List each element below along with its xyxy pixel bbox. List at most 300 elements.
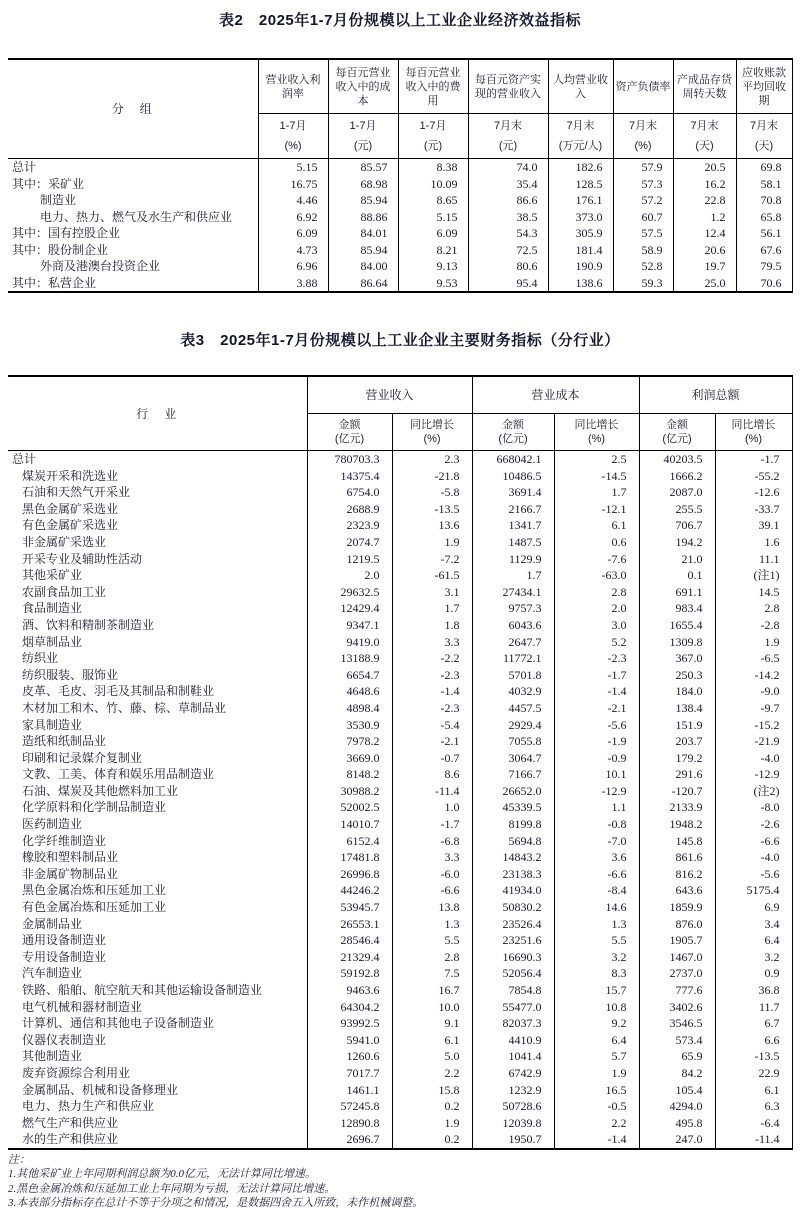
cell-value: -12.6	[715, 484, 792, 501]
cell-value: 3.6	[554, 849, 639, 866]
cell-value: 72.5	[468, 242, 548, 259]
table-row	[8, 799, 792, 816]
cell-value: 2647.7	[472, 634, 554, 651]
cell-value: 88.86	[328, 209, 398, 226]
cell-value: 70.8	[736, 192, 792, 209]
cell-value: 7055.8	[472, 733, 554, 750]
table3-title: 表3 2025年1-7月份规模以上工业企业主要财务指标（分行业）	[180, 332, 620, 349]
cell-value: 0.2	[392, 1098, 472, 1115]
cell-value: 2.2	[554, 1115, 639, 1132]
cell-value: 50830.2	[472, 899, 554, 916]
cell-value: -8.0	[715, 799, 792, 816]
cell-value: 6.7	[715, 1015, 792, 1032]
column-period-unit: 7月末 (元)	[468, 114, 548, 159]
table-row	[8, 833, 792, 850]
cell-value: -2.3	[392, 667, 472, 684]
row-label: 燃气生产和供应业	[22, 1115, 119, 1130]
cell-value: -2.3	[392, 700, 472, 717]
table-row	[8, 899, 792, 916]
cell-value: 8.65	[398, 192, 468, 209]
table3	[8, 375, 793, 1150]
cell-value: 1487.5	[472, 534, 554, 551]
cell-value: 6.4	[554, 1032, 639, 1049]
cell-value: -2.6	[715, 816, 792, 833]
note-item: 2.黑色金属冶炼和压延加工业上年同期为亏损，无法计算同比增速。	[8, 1182, 336, 1195]
cell-value: 59192.8	[307, 965, 392, 982]
cell-value: 85.57	[328, 159, 398, 176]
cell-value: 4898.4	[307, 700, 392, 717]
table-row	[8, 634, 792, 651]
table-row	[8, 159, 792, 176]
cell-value: 22.8	[673, 192, 736, 209]
column-group-revenue: 营业收入	[307, 376, 472, 414]
row-label: 电力、热力生产和供应业	[22, 1099, 155, 1114]
cell-value: -6.6	[392, 882, 472, 899]
cell-value: 1041.4	[472, 1048, 554, 1065]
row-label: 外商及港澳台投资企业	[40, 259, 161, 273]
cell-value: 23526.4	[472, 916, 554, 933]
row-label: 其中：国有控股企业	[12, 226, 121, 240]
cell-value: 1341.7	[472, 517, 554, 534]
cell-value: -6.6	[715, 833, 792, 850]
row-label: 医药制造业	[22, 817, 83, 832]
cell-value: 52056.4	[472, 965, 554, 982]
cell-value: -11.4	[392, 783, 472, 800]
table-row	[8, 667, 792, 684]
cell-value: -2.3	[554, 650, 639, 667]
cell-value: -6.4	[715, 1115, 792, 1132]
cell-value: 5.0	[392, 1048, 472, 1065]
cell-value: 6.1	[392, 1032, 472, 1049]
cell-value: 16.75	[258, 176, 328, 193]
cell-value: 29632.5	[307, 584, 392, 601]
cell-value: 57245.8	[307, 1098, 392, 1115]
cell-value: 2.5	[554, 451, 639, 468]
cell-value: 6.96	[258, 258, 328, 275]
cell-value: -21.8	[392, 468, 472, 485]
cell-value: -9.0	[715, 683, 792, 700]
cell-value: 64304.2	[307, 999, 392, 1016]
cell-value: 4032.9	[472, 683, 554, 700]
cell-value: 4457.5	[472, 700, 554, 717]
cell-value: 35.4	[468, 176, 548, 193]
cell-value: 14375.4	[307, 468, 392, 485]
cell-value: 1219.5	[307, 551, 392, 568]
cell-value: -11.4	[715, 1131, 792, 1149]
cell-value: 6.4	[715, 932, 792, 949]
table-row	[8, 717, 792, 734]
note-item: 3.本表部分指标存在总计不等于分项之和情况，是数据四舍五入所致，未作机械调整。	[8, 1197, 424, 1210]
cell-value: 1.3	[554, 916, 639, 933]
cell-value: 5.5	[554, 932, 639, 949]
column-group-cost: 营业成本	[472, 376, 639, 414]
column-growth: 同比增长 (%)	[392, 414, 472, 451]
table-row	[8, 816, 792, 833]
cell-value: 69.8	[736, 159, 792, 176]
cell-value: 8.6	[392, 766, 472, 783]
cell-value: 16.2	[673, 176, 736, 193]
cell-value: 495.8	[639, 1115, 715, 1132]
cell-value: 1.7	[472, 567, 554, 584]
cell-value: -7.2	[392, 551, 472, 568]
cell-value: 70.6	[736, 275, 792, 293]
cell-value: 7017.7	[307, 1065, 392, 1082]
cell-value: 84.00	[328, 258, 398, 275]
cell-value: 59.3	[613, 275, 673, 293]
cell-value: 20.6	[673, 242, 736, 259]
cell-value: 79.5	[736, 258, 792, 275]
cell-value: 706.7	[639, 517, 715, 534]
cell-value: 67.6	[736, 242, 792, 259]
cell-value: -7.0	[554, 833, 639, 850]
cell-value: -1.7	[554, 667, 639, 684]
cell-value: 26996.8	[307, 866, 392, 883]
cell-value: 4648.6	[307, 683, 392, 700]
cell-value: 10.8	[554, 999, 639, 1016]
table-row	[8, 258, 792, 275]
cell-value: -4.0	[715, 750, 792, 767]
cell-value: -13.5	[715, 1048, 792, 1065]
row-label: 食品制造业	[22, 601, 83, 616]
cell-value: 643.6	[639, 882, 715, 899]
table-row	[8, 517, 792, 534]
cell-value: 14.5	[715, 584, 792, 601]
cell-value: 3.2	[715, 949, 792, 966]
cell-value: 53945.7	[307, 899, 392, 916]
row-label: 煤炭开采和洗选业	[22, 468, 119, 483]
cell-value: 2688.9	[307, 501, 392, 518]
cell-value: 25.0	[673, 275, 736, 293]
cell-value: 9.1	[392, 1015, 472, 1032]
table-row	[8, 650, 792, 667]
cell-value: -5.6	[715, 866, 792, 883]
cell-value: 0.6	[554, 534, 639, 551]
cell-value: -9.7	[715, 700, 792, 717]
cell-value: -6.0	[392, 866, 472, 883]
cell-value: 373.0	[548, 209, 613, 226]
cell-value: 179.2	[639, 750, 715, 767]
cell-value: 983.4	[639, 600, 715, 617]
cell-value: 2133.9	[639, 799, 715, 816]
table-row	[8, 192, 792, 209]
cell-value: 145.8	[639, 833, 715, 850]
row-label: 计算机、通信和其他电子设备制造业	[22, 1016, 215, 1031]
cell-value: 9.2	[554, 1015, 639, 1032]
cell-value: 65.8	[736, 209, 792, 226]
cell-value: 691.1	[639, 584, 715, 601]
cell-value: -2.2	[392, 650, 472, 667]
cell-value: -55.2	[715, 468, 792, 485]
table-row	[8, 849, 792, 866]
cell-value: 6.09	[398, 225, 468, 242]
table2-header-names	[8, 59, 792, 114]
cell-value: 12039.8	[472, 1115, 554, 1132]
cell-value: 573.4	[639, 1032, 715, 1049]
cell-value: -5.4	[392, 717, 472, 734]
cell-value: 1.7	[392, 600, 472, 617]
cell-value: -1.4	[392, 683, 472, 700]
cell-value: 85.94	[328, 242, 398, 259]
row-label: 木材加工和木、竹、藤、棕、草制品业	[22, 700, 227, 715]
cell-value: -6.5	[715, 650, 792, 667]
cell-value: 1.7	[554, 484, 639, 501]
table-row	[8, 1115, 792, 1132]
table-row	[8, 1048, 792, 1065]
cell-value: 10.0	[392, 999, 472, 1016]
cell-value: 138.4	[639, 700, 715, 717]
column-header: 人均营业收入	[548, 59, 613, 114]
cell-value: 2.3	[392, 451, 472, 468]
table-row	[8, 209, 792, 226]
row-label: 石油和天然气开采业	[22, 485, 131, 500]
cell-value: 58.9	[613, 242, 673, 259]
cell-value: 4410.9	[472, 1032, 554, 1049]
row-label: 纺织业	[22, 651, 59, 666]
cell-value: 80.6	[468, 258, 548, 275]
cell-value: 1309.8	[639, 634, 715, 651]
cell-value: 1.9	[392, 1115, 472, 1132]
column-header: 营业收入利润率	[258, 59, 328, 114]
row-label: 黑色金属冶炼和压延加工业	[22, 883, 167, 898]
row-label: 皮革、毛皮、羽毛及其制品和制鞋业	[22, 684, 215, 699]
column-period-unit: 1-7月 (元)	[398, 114, 468, 159]
table-row	[8, 733, 792, 750]
cell-value: 5941.0	[307, 1032, 392, 1049]
table-row	[8, 882, 792, 899]
column-period-unit: 7月末 (天)	[673, 114, 736, 159]
cell-value: 57.9	[613, 159, 673, 176]
cell-value: -2.1	[392, 733, 472, 750]
cell-value: 6742.9	[472, 1065, 554, 1082]
cell-value: 8199.8	[472, 816, 554, 833]
cell-value: 22.9	[715, 1065, 792, 1082]
cell-value: 3530.9	[307, 717, 392, 734]
cell-value: 1.9	[715, 634, 792, 651]
cell-value: 8.38	[398, 159, 468, 176]
row-label: 电气机械和器材制造业	[22, 999, 143, 1014]
row-label: 纺织服装、服饰业	[22, 667, 119, 682]
cell-value: 16.7	[392, 982, 472, 999]
cell-value: -61.5	[392, 567, 472, 584]
column-header: 资产负债率	[613, 59, 673, 114]
cell-value: 861.6	[639, 849, 715, 866]
cell-value: 15.8	[392, 1082, 472, 1099]
cell-value: 5175.4	[715, 882, 792, 899]
cell-value: 668042.1	[472, 451, 554, 468]
row-label: 非金属矿采选业	[22, 534, 107, 549]
cell-value: 40203.5	[639, 451, 715, 468]
cell-value: 30988.2	[307, 783, 392, 800]
cell-value: 23138.3	[472, 866, 554, 883]
cell-value: -6.8	[392, 833, 472, 850]
cell-value: 6043.6	[472, 617, 554, 634]
row-label: 金属制品业	[22, 916, 83, 931]
cell-value: -21.9	[715, 733, 792, 750]
row-label: 有色金属矿采选业	[22, 518, 119, 533]
table-row	[8, 1098, 792, 1115]
column-period-unit: 7月末 (万元/人)	[548, 114, 613, 159]
cell-value: 3691.4	[472, 484, 554, 501]
row-label: 化学纤维制造业	[22, 833, 107, 848]
table-row	[8, 1032, 792, 1049]
cell-value: 19.7	[673, 258, 736, 275]
cell-value: -5.6	[554, 717, 639, 734]
row-label: 文教、工美、体育和娱乐用品制造业	[22, 767, 215, 782]
cell-value: -1.4	[554, 683, 639, 700]
cell-value: -1.9	[554, 733, 639, 750]
table-row	[8, 866, 792, 883]
cell-value: 1859.9	[639, 899, 715, 916]
cell-value: 3.4	[715, 916, 792, 933]
row-label: 黑色金属矿采选业	[22, 501, 119, 516]
row-label: 农副食品加工业	[22, 584, 107, 599]
cell-value: 28546.4	[307, 932, 392, 949]
cell-value: (注1)	[715, 567, 792, 584]
cell-value: -33.7	[715, 501, 792, 518]
note-item: 1.其他采矿业上年同期利润总额为0.0亿元，无法计算同比增速。	[8, 1168, 316, 1181]
row-label: 总计	[12, 160, 37, 174]
cell-value: 2.0	[307, 567, 392, 584]
notes-label: 注：	[8, 1153, 30, 1166]
cell-value: 7166.7	[472, 766, 554, 783]
cell-value: 38.5	[468, 209, 548, 226]
cell-value: 26652.0	[472, 783, 554, 800]
cell-value: 3669.0	[307, 750, 392, 767]
table-row	[8, 932, 792, 949]
cell-value: -12.9	[715, 766, 792, 783]
cell-value: 41934.0	[472, 882, 554, 899]
row-label: 烟草制品业	[22, 634, 83, 649]
column-header: 每百元资产实现的营业收入	[468, 59, 548, 114]
table-row	[8, 949, 792, 966]
table2-title: 表2 2025年1-7月份规模以上工业企业经济效益指标	[219, 12, 581, 29]
cell-value: 7978.2	[307, 733, 392, 750]
cell-value: 17481.8	[307, 849, 392, 866]
column-amount: 金额 (亿元)	[307, 414, 392, 451]
column-header: 产成品存货周转天数	[673, 59, 736, 114]
table-row	[8, 501, 792, 518]
cell-value: 4294.0	[639, 1098, 715, 1115]
cell-value: 5.5	[392, 932, 472, 949]
cell-value: -2.1	[554, 700, 639, 717]
cell-value: 10.09	[398, 176, 468, 193]
cell-value: -13.5	[392, 501, 472, 518]
cell-value: 10.1	[554, 766, 639, 783]
cell-value: 9757.3	[472, 600, 554, 617]
cell-value: -4.0	[715, 849, 792, 866]
cell-value: 2.8	[392, 949, 472, 966]
row-label: 其中：采矿业	[12, 176, 85, 191]
cell-value: 6.1	[715, 1082, 792, 1099]
row-label: 开采专业及辅助性活动	[22, 551, 143, 566]
column-period-unit: 1-7月 (%)	[258, 114, 328, 159]
cell-value: 3.1	[392, 584, 472, 601]
cell-value: 5.15	[258, 159, 328, 176]
row-label: 废弃资源综合利用业	[22, 1065, 131, 1080]
cell-value: 1129.9	[472, 551, 554, 568]
cell-value: 60.7	[613, 209, 673, 226]
cell-value: 291.6	[639, 766, 715, 783]
cell-value: 181.4	[548, 242, 613, 259]
cell-value: -0.5	[554, 1098, 639, 1115]
cell-value: 11.1	[715, 551, 792, 568]
row-label: 电力、热力、燃气及水生产和供应业	[40, 209, 233, 224]
cell-value: 3.3	[392, 634, 472, 651]
table-row	[8, 484, 792, 501]
table-row	[8, 468, 792, 485]
cell-value: 39.1	[715, 517, 792, 534]
cell-value: 2929.4	[472, 717, 554, 734]
row-label: 石油、煤炭及其他燃料加工业	[22, 783, 179, 798]
table-row	[8, 766, 792, 783]
cell-value: -8.4	[554, 882, 639, 899]
cell-value: 6.6	[715, 1032, 792, 1049]
row-label: 造纸和纸制品业	[22, 734, 107, 749]
column-period-unit: 1-7月 (元)	[328, 114, 398, 159]
table-row	[8, 242, 792, 259]
notes	[8, 1153, 792, 1211]
cell-value: 1.1	[554, 799, 639, 816]
cell-value: 247.0	[639, 1131, 715, 1149]
cell-value: 3.88	[258, 275, 328, 293]
table-row	[8, 700, 792, 717]
cell-value: -12.9	[554, 783, 639, 800]
row-label: 水的生产和供应业	[22, 1132, 119, 1147]
cell-value: 65.9	[639, 1048, 715, 1065]
cell-value: 68.98	[328, 176, 398, 193]
cell-value: 8.3	[554, 965, 639, 982]
cell-value: 5701.8	[472, 667, 554, 684]
cell-value: 1666.2	[639, 468, 715, 485]
column-amount: 金额 (亿元)	[639, 414, 715, 451]
row-label: 酒、饮料和精制茶制造业	[22, 617, 155, 632]
cell-value: -14.2	[715, 667, 792, 684]
cell-value: 182.6	[548, 159, 613, 176]
cell-value: -0.9	[554, 750, 639, 767]
cell-value: -63.0	[554, 567, 639, 584]
cell-value: 55477.0	[472, 999, 554, 1016]
cell-value: 250.3	[639, 667, 715, 684]
cell-value: 12429.4	[307, 600, 392, 617]
cell-value: 14010.7	[307, 816, 392, 833]
cell-value: 54.3	[468, 225, 548, 242]
table2-body	[8, 159, 792, 293]
cell-value: 57.3	[613, 176, 673, 193]
cell-value: 44246.2	[307, 882, 392, 899]
cell-value: 2696.7	[307, 1131, 392, 1149]
cell-value: 0.1	[639, 567, 715, 584]
table3-header-groups	[8, 376, 792, 414]
table-row	[8, 534, 792, 551]
column-header: 每百元营业收入中的费用	[398, 59, 468, 114]
row-label: 非金属矿物制品业	[22, 866, 119, 881]
cell-value: 1905.7	[639, 932, 715, 949]
cell-value: 6152.4	[307, 833, 392, 850]
cell-value: -1.4	[554, 1131, 639, 1149]
cell-value: -5.8	[392, 484, 472, 501]
cell-value: 305.9	[548, 225, 613, 242]
cell-value: 3.2	[554, 949, 639, 966]
row-label: 其中：股份制企业	[12, 242, 109, 257]
cell-value: 138.6	[548, 275, 613, 293]
cell-value: -15.2	[715, 717, 792, 734]
cell-value: -7.6	[554, 551, 639, 568]
cell-value: 3.0	[554, 617, 639, 634]
table-row	[8, 584, 792, 601]
table-row	[8, 225, 792, 242]
cell-value: 14843.2	[472, 849, 554, 866]
cell-value: 128.5	[548, 176, 613, 193]
